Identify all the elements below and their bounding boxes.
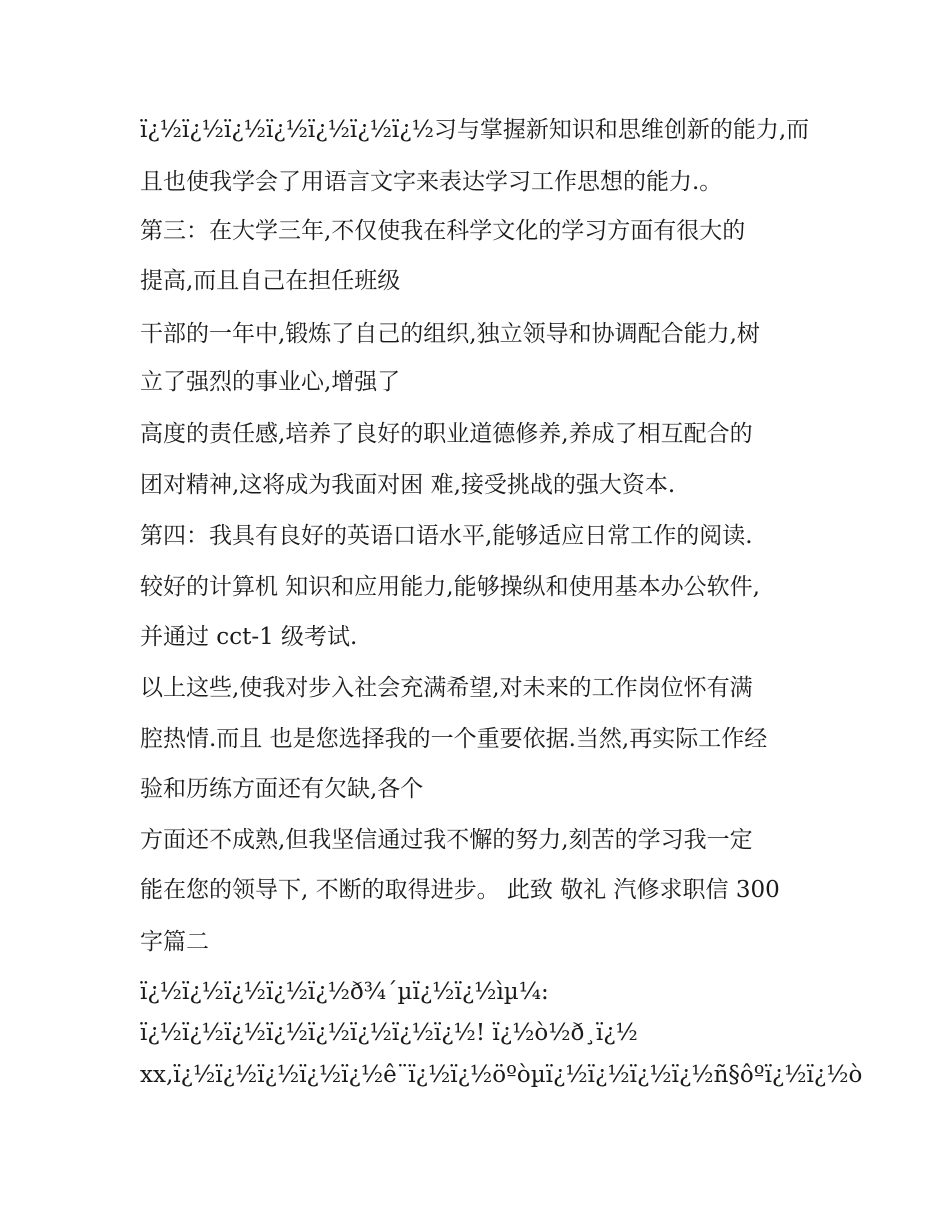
text-line: 能在您的领导下, 不断的取得进步。 此致 敬礼 汽修求职信 300: [140, 877, 780, 903]
text-line: 且也使我学会了用语言文字来表达学习工作思想的能力.。: [140, 169, 723, 195]
text-line: 验和历练方面还有欠缺,各个: [140, 776, 424, 802]
text-line: 方面还不成熟,但我坚信通过我不懈的努力,刻苦的学习我一定: [140, 827, 753, 853]
text-line: 并通过 cct-1 级考试.: [140, 624, 358, 650]
text-line: ï¿½ï¿½ï¿½ï¿½ï¿½ï¿½ï¿½习与掌握新知识和思维创新的能力,而: [140, 117, 810, 143]
text-line: 高度的责任感,培养了良好的职业道德修养,养成了相互配合的: [140, 421, 753, 447]
text-line: 立了强烈的事业心,增强了: [140, 369, 401, 395]
text-line: 提高,而且自己在担任班级: [140, 268, 401, 294]
text-line: xx,ï¿½ï¿½ï¿½ï¿½ï¿½ê¨ï¿½ï¿½öºòµï¿½ï¿½ï¿½ï¿½ñ§ôºï¿½ï¿½ò: [140, 1062, 863, 1088]
text-line: 较好的计算机 知识和应用能力,能够操纵和使用基本办公软件,: [140, 574, 760, 600]
text-line: 干部的一年中,锻炼了自己的组织,独立领导和协调配合能力,树: [140, 321, 760, 347]
text-line: 腔热情.而且 也是您选择我的一个重要依据.当然,再实际工作经: [140, 726, 768, 752]
text-line: 第三：在大学三年,不仅使我在科学文化的学习方面有很大的: [140, 218, 746, 244]
text-line: 以上这些,使我对步入社会充满希望,对未来的工作岗位怀有满: [140, 675, 753, 701]
text-line: 第四：我具有良好的英语口语水平,能够适应日常工作的阅读.: [140, 523, 753, 549]
text-line: ï¿½ï¿½ï¿½ï¿½ï¿½ï¿½ï¿½ï¿½! ï¿½ò½ð¸ï¿½: [140, 1020, 638, 1046]
text-line: ï¿½ï¿½ï¿½ï¿½ï¿½ð¾´µï¿½ï¿½ìµ¼:: [140, 979, 549, 1005]
text-line: 字篇二: [140, 929, 209, 955]
text-line: 团对精神,这将成为我面对困 难,接受挑战的强大资本.: [140, 472, 676, 498]
